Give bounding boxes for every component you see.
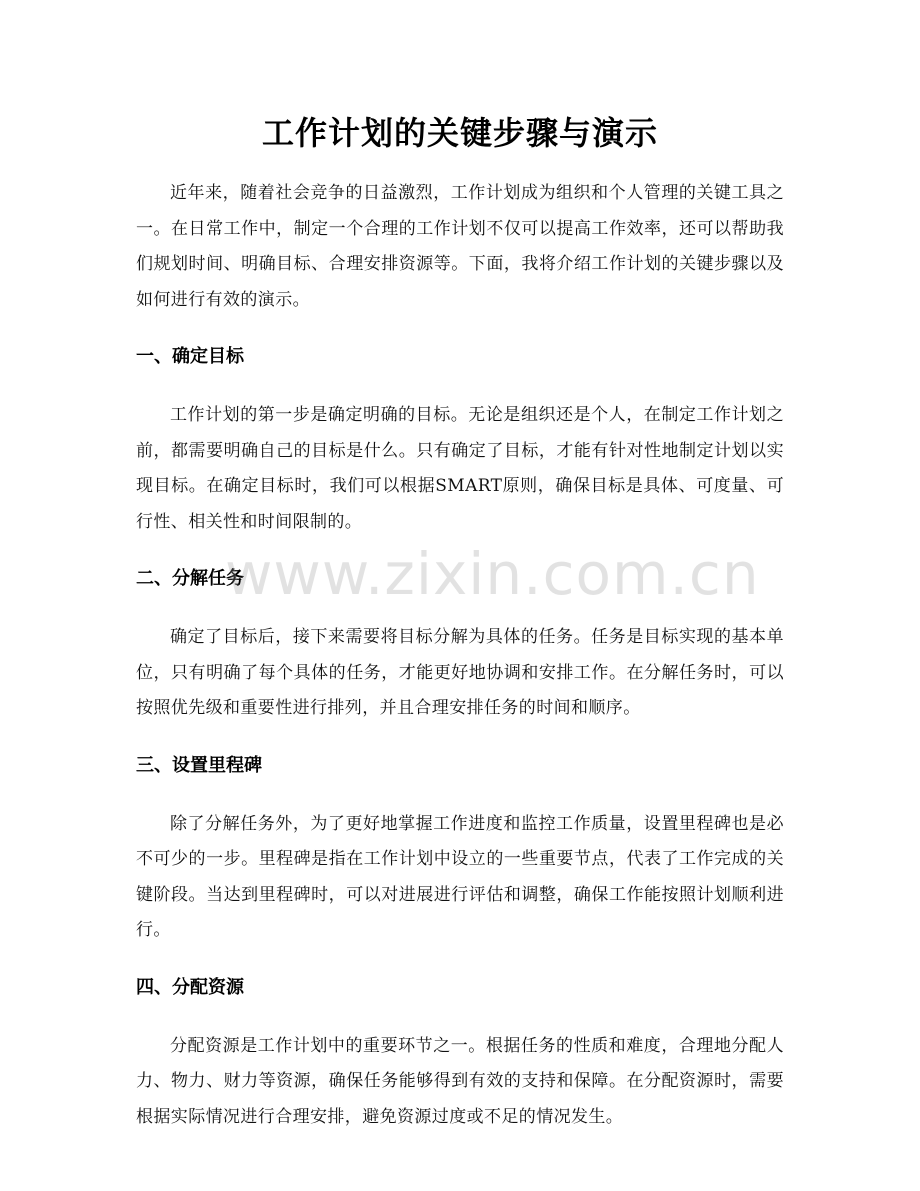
section-heading-milestones: 三、设置里程碑 bbox=[136, 754, 262, 776]
watermark-text: www.zixin.com.cn bbox=[225, 540, 760, 608]
section-body-tasks: 确定了目标后，接下来需要将目标分解为具体的任务。任务是目标实现的基本单位，只有明确了每个具体的任务，才能更好地协调和安排工作。在分解任务时，可以按照优先级和重要性进行排列，并且合理安排任务的时间和顺序。 bbox=[136, 627, 784, 718]
section-heading-resources: 四、分配资源 bbox=[136, 976, 244, 998]
section-body-resources: 分配资源是工作计划中的重要环节之一。根据任务的性质和难度，合理地分配人力、物力、财力等资源，确保任务能够得到有效的支持和保障。在分配资源时，需要根据实际情况进行合理安排，避免资源过度或不足的情况发生。 bbox=[136, 1035, 784, 1127]
section-heading-goal: 一、确定目标 bbox=[136, 346, 244, 367]
section-heading-tasks: 二、分解任务 bbox=[136, 568, 244, 589]
section-body-milestones: 除了分解任务外，为了更好地掌握工作进度和监控工作质量，设置里程碑也是必不可少的一步。里程碑是指在工作计划中设立的一些重要节点，代表了工作完成的关键阶段。当达到里程碑时，可以对进展进行评估和调整，确保工作能按照计划顺利进行。 bbox=[136, 813, 784, 940]
document-title: 工作计划的关键步骤与演示 bbox=[261, 114, 658, 152]
document-body bbox=[136, 176, 784, 1159]
section-body-goal: 工作计划的第一步是确定明确的目标。无论是组织还是个人，在制定工作计划之前，都需要明确自己的目标是什么。只有确定了目标，才能有针对性地制定计划以实现目标。在确定目标时，我们可以根据SMART原则，确保目标是具体、可度量、可行性、相关性和时间限制的。 bbox=[136, 405, 784, 532]
intro-paragraph: 近年来，随着社会竞争的日益激烈，工作计划成为组织和个人管理的关键工具之一。在日常工作中，制定一个合理的工作计划不仅可以提高工作效率，还可以帮助我们规划时间、明确目标、合理安排资源等。下面，我将介绍工作计划的关键步骤以及如何进行有效的演示。 bbox=[136, 183, 784, 310]
